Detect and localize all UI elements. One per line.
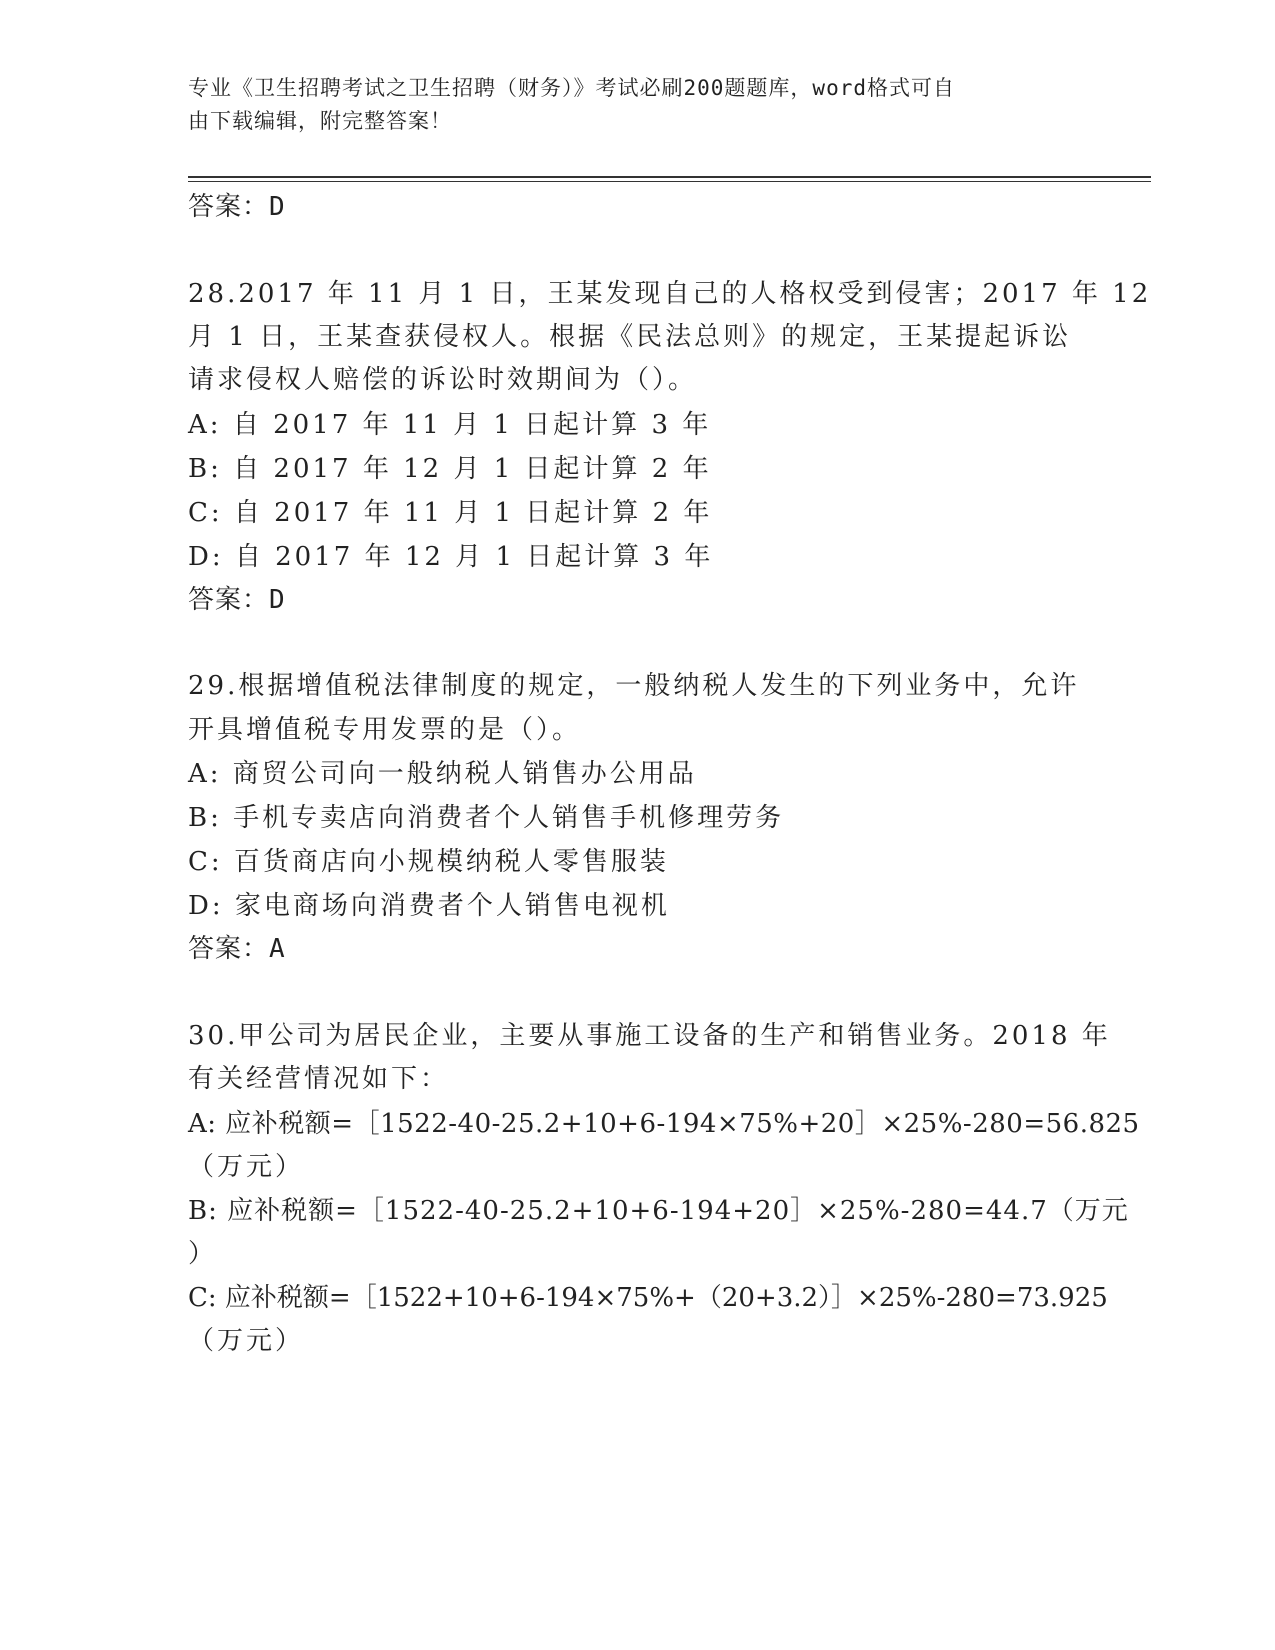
- previous-answer: 答案：D: [188, 192, 286, 222]
- q30-option-c-line-2: （万元）: [188, 1326, 305, 1356]
- header-line-2: 由下载编辑，附完整答案！: [188, 109, 452, 133]
- header-rule-thin: [188, 181, 1151, 182]
- q28-stem-line-2: 月 1 日，王某查获侵权人。根据《民法总则》的规定，王某提起诉讼: [188, 322, 1072, 352]
- q30-option-a-line-2: （万元）: [188, 1152, 305, 1182]
- q28-stem-line-3: 请求侵权人赔偿的诉讼时效期间为（）。: [188, 365, 698, 395]
- q30-stem-line-1: 30.甲公司为居民企业，主要从事施工设备的生产和销售业务。2018 年: [188, 1021, 1111, 1051]
- document-header: [188, 72, 1078, 138]
- q30-option-b-line-2: ）: [188, 1239, 218, 1269]
- q30-option-c-line-1: C: 应补税额=［1522+10+6-194×75%+（20+3.2）］×25%-280=73.925: [188, 1283, 1108, 1313]
- q29-option-d: D: 家电商场向消费者个人销售电视机: [188, 891, 670, 921]
- header-rule-thick: [188, 176, 1151, 178]
- q28-answer: 答案：D: [188, 585, 286, 615]
- q28-option-a: A: 自 2017 年 11 月 1 日起计算 3 年: [188, 410, 712, 440]
- q29-option-c: C: 百货商店向小规模纳税人零售服装: [188, 847, 669, 877]
- header-line-1: 专业《卫生招聘考试之卫生招聘（财务）》考试必刷200题题库，word格式可自: [188, 76, 955, 100]
- q29-option-b: B: 手机专卖店向消费者个人销售手机修理劳务: [188, 803, 785, 833]
- q28-option-b: B: 自 2017 年 12 月 1 日起计算 2 年: [188, 454, 712, 484]
- q28-option-c: C: 自 2017 年 11 月 1 日起计算 2 年: [188, 498, 713, 528]
- q30-option-a-line-1: A: 应补税额=［1522-40-25.2+10+6-194×75%+20］×25%-280=56.825: [188, 1109, 1140, 1139]
- q29-answer: 答案：A: [188, 934, 286, 964]
- q29-stem-line-2: 开具增值税专用发票的是（）。: [188, 715, 582, 745]
- q30-stem-line-2: 有关经营情况如下：: [188, 1064, 450, 1094]
- q29-stem-line-1: 29.根据增值税法律制度的规定，一般纳税人发生的下列业务中，允许: [188, 671, 1080, 701]
- q30-option-b-line-1: B: 应补税额=［1522-40-25.2+10+6-194+20］×25%-280=44.7（万元: [188, 1196, 1129, 1226]
- q28-option-d: D: 自 2017 年 12 月 1 日起计算 3 年: [188, 542, 714, 572]
- q28-stem-line-1: 28.2017 年 11 月 1 日，王某发现自己的人格权受到侵害；2017 年 12: [188, 279, 1152, 309]
- q29-option-a: A: 商贸公司向一般纳税人销售办公用品: [188, 759, 697, 789]
